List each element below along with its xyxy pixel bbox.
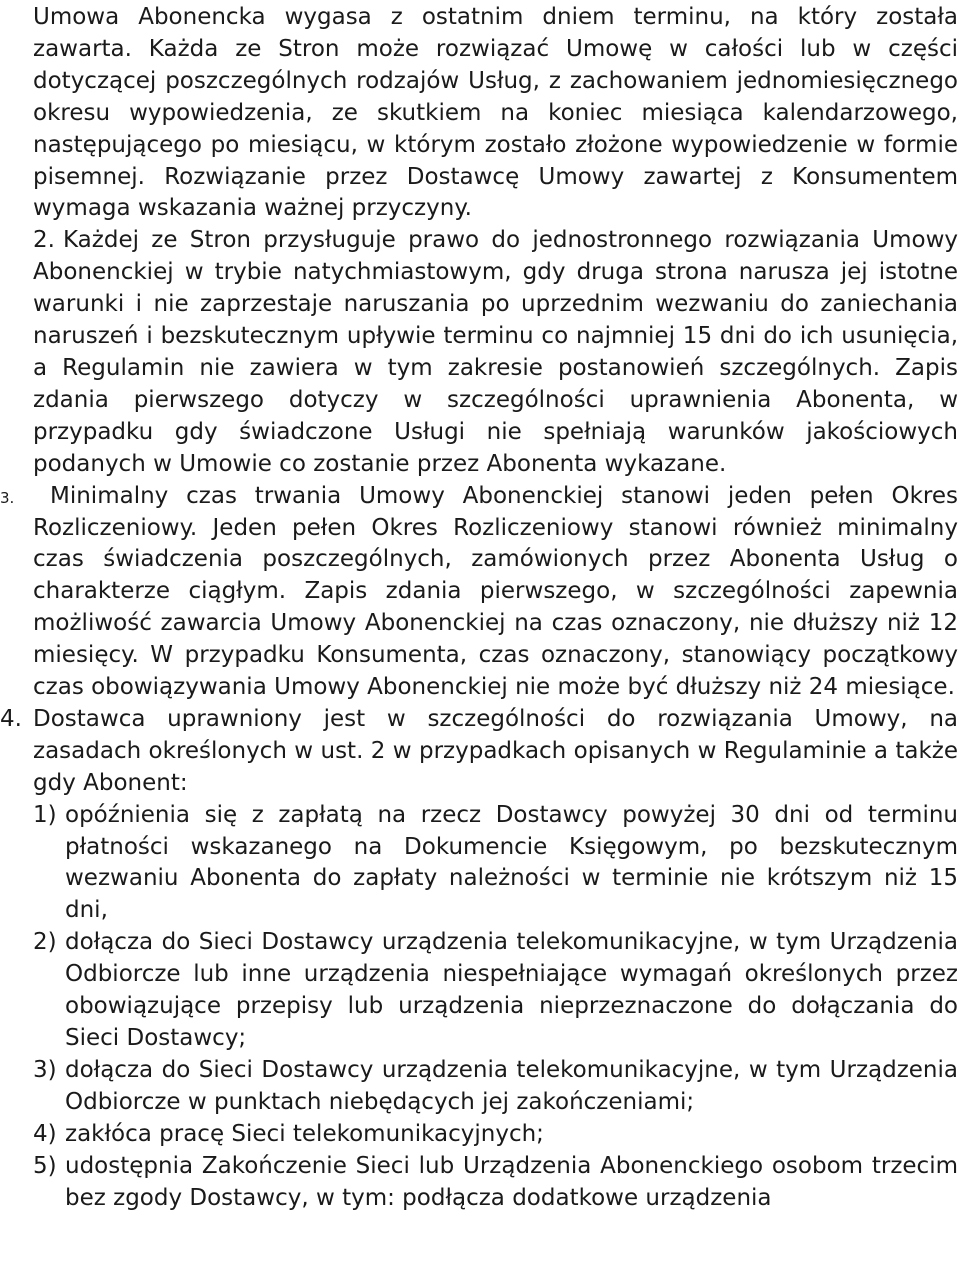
- clause-4-sublist: [33, 800, 958, 1215]
- list-item: [33, 927, 958, 1055]
- clause-number: 3.: [0, 488, 15, 507]
- list-item-number: 2): [33, 929, 57, 956]
- clause-3: [0, 481, 958, 704]
- clause-number: 2.: [33, 227, 55, 254]
- clause-4: [0, 704, 958, 800]
- list-item: [33, 1151, 958, 1215]
- list-item-number: 4): [33, 1120, 57, 1147]
- list-item-number: 3): [33, 1056, 57, 1083]
- list-item-number: 5): [33, 1152, 57, 1179]
- clause-text: Dostawca uprawniony jest w szczególności do rozwiązania Umowy, na zasadach określonych w ust. 2 w przypadkach opisanych w Regulaminie a także gdy Abonent:: [33, 705, 958, 796]
- list-item-text: zakłóca pracę Sieci telekomunikacyjnych;: [65, 1120, 544, 1147]
- intro-paragraph: Umowa Abonencka wygasa z ostatnim dniem terminu, na który została zawarta. Każda ze Stron może rozwiązać Umowę w całości lub w części dotyczącej poszczególnych rodzajów Usług, z zachowaniem jednomiesięcznego okresu wypowiedzenia, ze skutkiem na koniec miesiąca kalendarzowego, następującego po miesiącu, w którym zostało złożone wypowiedzenie w formie pisemnej. Rozwiązanie przez Dostawcę Umowy zawartej z Konsumentem wymaga wskazania ważnej przyczyny.: [33, 4, 958, 222]
- list-item-text: dołącza do Sieci Dostawcy urządzenia telekomunikacyjne, w tym Urządzenia Odbiorcze lub inne urządzenia niespełniające wymagań określonych przez obowiązujące przepisy lub urządzenia nieprzeznaczone do dołączania do Sieci Dostawcy;: [65, 929, 958, 1051]
- list-item-text: opóźnienia się z zapłatą na rzecz Dostawcy powyżej 30 dni od terminu płatności wskazanego na Dokumencie Księgowym, po bezskutecznym wezwaniu Abonenta do zapłaty należności w terminie nie krótszym niż 15 dni,: [65, 801, 958, 924]
- clause-number: 4.: [0, 705, 22, 732]
- list-item: [33, 800, 958, 928]
- clause-2: [33, 225, 958, 480]
- list-item-number: 1): [33, 801, 57, 828]
- list-item: [33, 1119, 958, 1151]
- list-item: [33, 1055, 958, 1119]
- document-page: [0, 2, 958, 1214]
- list-item-text: udostępnia Zakończenie Sieci lub Urządzenia Abonenckiego osobom trzecim bez zgody Dostawcy, w tym: podłącza dodatkowe urządzenia: [65, 1152, 958, 1211]
- clause-text: Minimalny czas trwania Umowy Abonenckiej stanowi jeden pełen Okres Rozliczeniowy. Jeden pełen Okres Rozliczeniowy stanowi również minimalny czas świadczenia poszczególnych, zamówionych przez Abonenta Usług o charakterze ciągłym. Zapis zdania pierwszego, w szczególności zapewnia możliwość zawarcia Umowy Abonenckiej na czas oznaczony, nie dłuższy niż 12 miesięcy. W przypadku Konsumenta, czas oznaczony, stanowiący początkowy czas obowiązywania Umowy Abonenckiej nie może być dłuższy niż 24 miesiące.: [33, 482, 958, 701]
- list-item-text: dołącza do Sieci Dostawcy urządzenia telekomunikacyjne, w tym Urządzenia Odbiorcze w punktach niebędących jej zakończeniami;: [65, 1056, 958, 1115]
- clause-text: Każdej ze Stron przysługuje prawo do jednostronnego rozwiązania Umowy Abonenckiej w trybie natychmiastowym, gdy druga strona narusza jej istotne warunki i nie zaprzestaje naruszania po uprzednim wezwaniu do zaniechania naruszeń i bezskutecznym upływie terminu co najmniej 15 dni do ich usunięcia, a Regulamin nie zawiera w tym zakresie postanowień szczególnych. Zapis zdania pierwszego dotyczy w szczególności uprawnienia Abonenta, w przypadku gdy świadczone Usługi nie spełniają warunków jakościowych podanych w Umowie co zostanie przez Abonenta wykazane.: [33, 227, 958, 477]
